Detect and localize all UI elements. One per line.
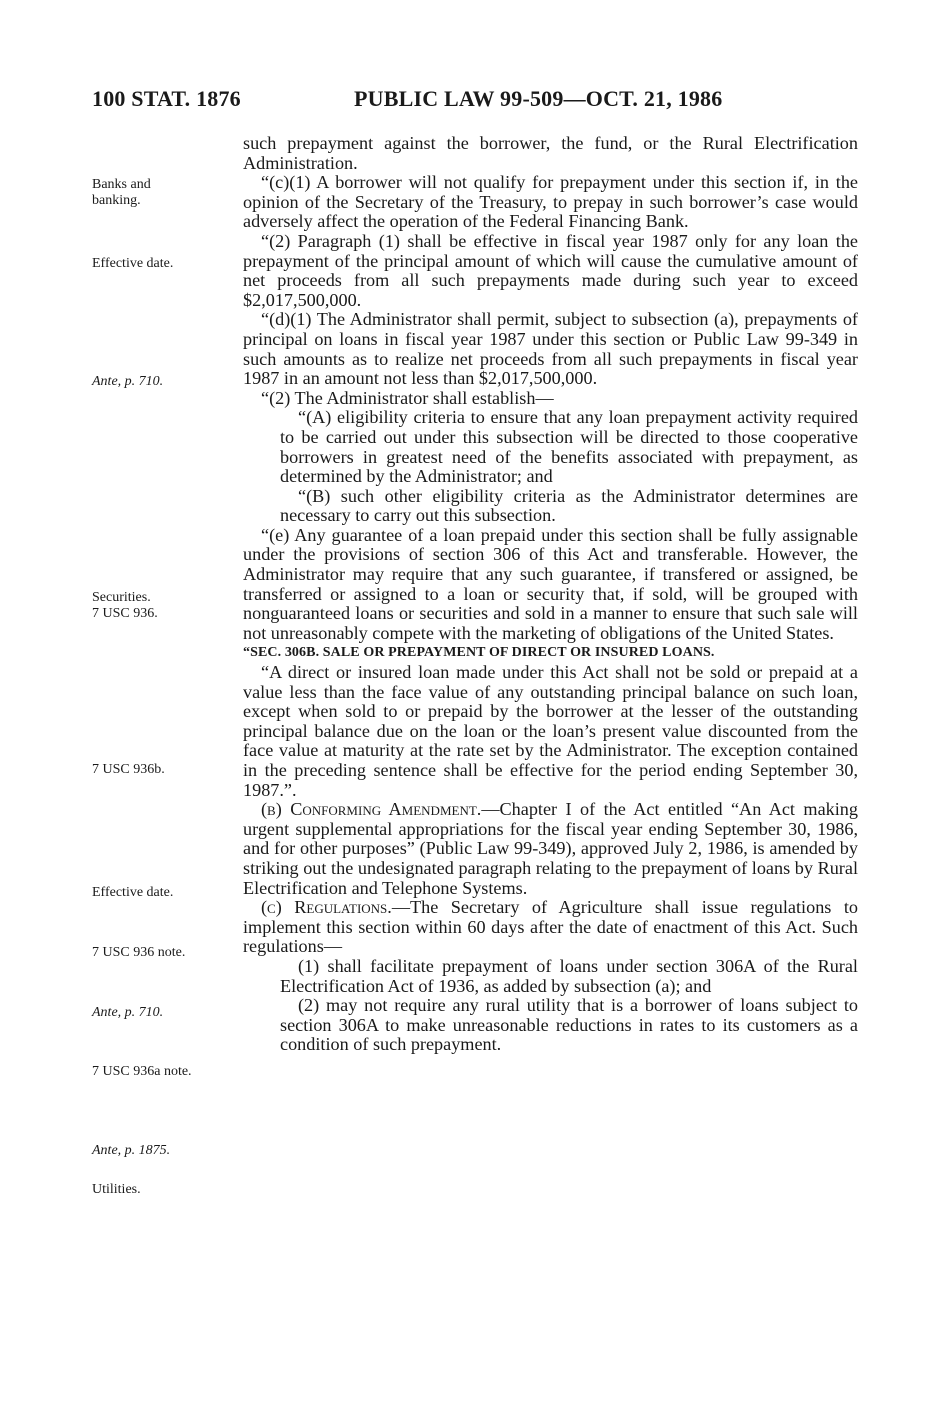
margin-note-usc: 7 USC 936 note. bbox=[92, 945, 186, 960]
subsection-label: (b) Conforming Amendment. bbox=[261, 799, 482, 820]
margin-note-effective-date: Effective date. bbox=[92, 885, 174, 900]
paragraph: (2) may not require any rural utility that is a borrower of loans subject to section 306A to make unreasonable reductions in rates to its customers as a condition of such prepayment. bbox=[280, 995, 858, 1055]
paragraph: “(d)(1) The Administrator shall permit, subject to subsection (a), prepayments of principal on loans in fiscal year 1987 under this section or Public Law 99-349 in such amounts as to realize net proceeds from all such prepayments in fiscal year 1987 in an amount not less than $2,017,500,000. bbox=[243, 309, 858, 389]
margin-note-ante: Ante, p. 710. bbox=[92, 374, 164, 389]
margin-note-line: banking. bbox=[92, 193, 141, 208]
margin-note-ante: Ante, p. 1875. bbox=[92, 1143, 171, 1158]
paragraph: (1) shall facilitate prepayment of loans under section 306A of the Rural Electrification Act of 1936, as added by subsection (a); and bbox=[280, 955, 858, 996]
paragraph: “A direct or insured loan made under this Act shall not be sold or prepaid at a value less than the face value of any outstanding principal balance on such loan, except when sold to or prepaid by the borrower at the lesser of the outstanding principal balance due on the loan or the loan’s present value discounted from the face value at maturity at the rate set by the Administrator. The exception contained in the preceding sentence shall be effective for the period ending September 30, 1987.”. bbox=[243, 662, 858, 800]
margin-note-ante: Ante, p. 710. bbox=[92, 1005, 164, 1020]
subsection-label: (c) Regulations. bbox=[261, 897, 392, 918]
margin-note-utilities: Utilities. bbox=[92, 1182, 141, 1197]
paragraph: “(A) eligibility criteria to ensure that any loan prepayment activity required to be carried out under this subsection will be directed to those cooperative borrowers in greatest need of the benefits associated with prepayment, as determined by the Administrator; and bbox=[280, 407, 858, 487]
margin-note-usc: 7 USC 936b. bbox=[92, 762, 165, 777]
section-heading: “SEC. 306B. SALE OR PREPAYMENT OF DIRECT OR INSURED LOANS. bbox=[243, 645, 715, 661]
margin-note-securities: Securities. bbox=[92, 590, 151, 605]
paragraph: “(2) The Administrator shall establish— bbox=[261, 387, 554, 408]
margin-note-banks bbox=[92, 177, 151, 209]
margin-note-line: Banks and bbox=[92, 177, 151, 192]
paragraph: “(2) Paragraph (1) shall be effective in fiscal year 1987 only for any loan the prepayment of the principal amount of which will cause the cumulative amount of net proceeds from all such prepayments made during such year to exceed $2,017,500,000. bbox=[243, 230, 858, 310]
margin-note-usc: 7 USC 936a note. bbox=[92, 1064, 192, 1079]
paragraph: “(c)(1) A borrower will not qualify for prepayment under this section if, in the opinion of the Secretary of the Treasury, to prepay in such borrower’s case would adversely affect the operation of the Federal Financing Bank. bbox=[243, 172, 858, 232]
paragraph: “(B) such other eligibility criteria as the Administrator determines are necessary to carry out this subsection. bbox=[280, 485, 858, 526]
subsection-text: —Chapter I of the Act entitled “An Act making urgent supplemental appropriations for the fiscal year ending September 30, 1986, and for other purposes” (Public Law 99-349), approved July 2, 1986, is amended by striking out the undesignated paragraph relating to the prepayment of loans by Rural Electrification and Telephone Systems. bbox=[243, 799, 858, 898]
paragraph bbox=[243, 800, 858, 898]
margin-note-effective-date: Effective date. bbox=[92, 256, 174, 271]
paragraph bbox=[243, 898, 858, 957]
paragraph: such prepayment against the borrower, the fund, or the Rural Electrification Administration. bbox=[243, 133, 858, 173]
statute-body bbox=[243, 134, 858, 1055]
page-title: PUBLIC LAW 99-509—OCT. 21, 1986 bbox=[354, 86, 723, 111]
stat-reference: 100 STAT. 1876 bbox=[92, 86, 241, 111]
subsection-text: —The Secretary of Agriculture shall issue regulations to implement this section within 60 days after the date of enactment of this Act. Such regulations— bbox=[243, 897, 858, 957]
paragraph: “(e) Any guarantee of a loan prepaid under this section shall be fully assignable under the provisions of section 306 of this Act and transferable. However, the Administrator may require that any such guarantee, if transfered or assigned, be transferred or assigned to a loan or security that, if sold, will be grouped with nonguaranteed loans or securities and sold in a manner to ensure that such sale will not unreasonably compete with the marketing of obligations of the United States. bbox=[243, 524, 858, 643]
margin-note-usc: 7 USC 936. bbox=[92, 606, 158, 621]
